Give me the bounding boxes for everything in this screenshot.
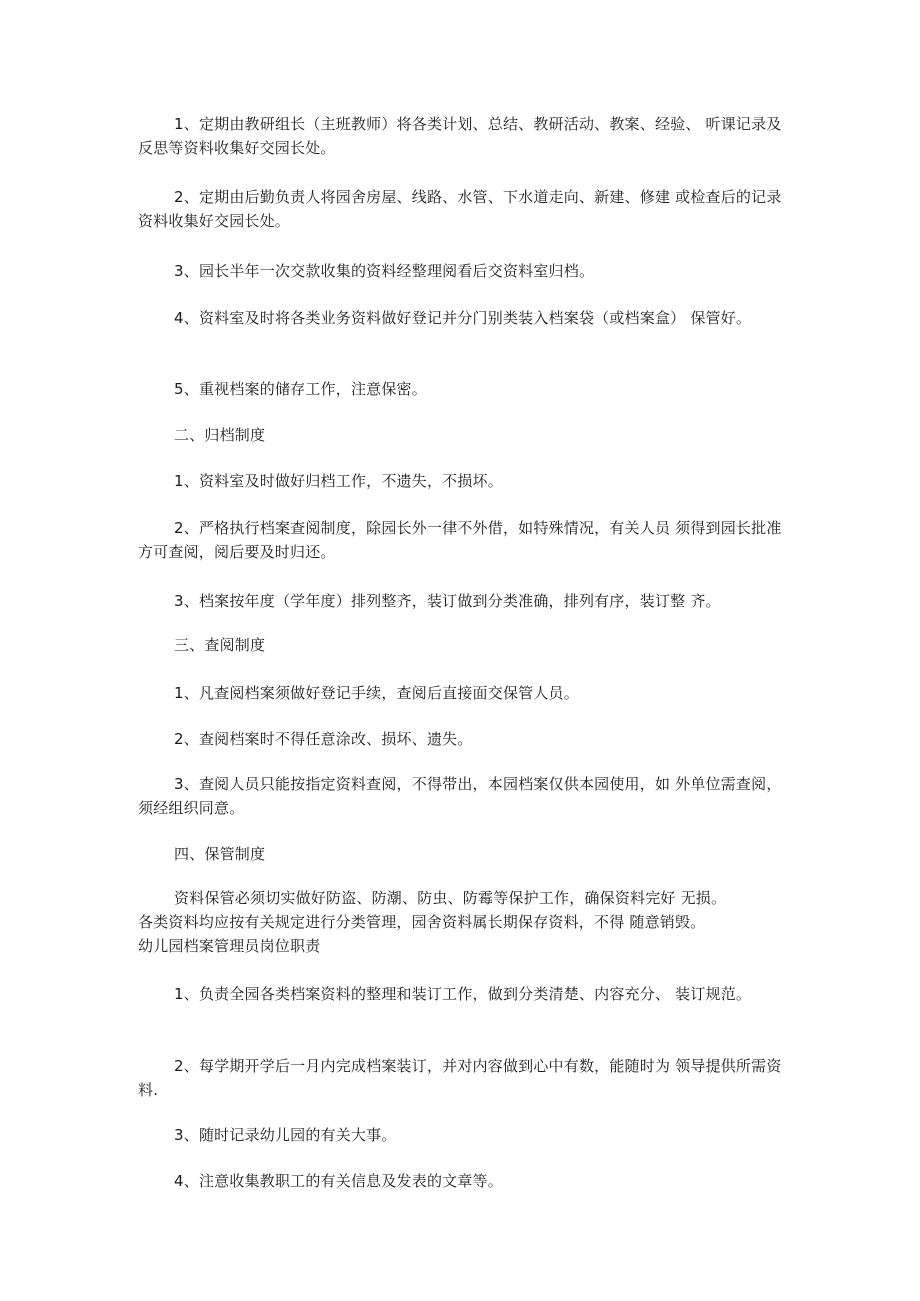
paragraph-18: 1、负责全园各类档案资料的整理和装订工作，做到分类清楚、内容充分、 装订规范。	[174, 985, 752, 1003]
paragraph-16: 各类资料均应按有关规定进行分类管理，园舍资料属长期保存资料，不得 随意销毁。	[138, 913, 706, 931]
paragraph-12: 2、查阅档案时不得任意涂改、损坏、遗失。	[174, 730, 473, 748]
paragraph-3: 3、园长半年一次交款收集的资料经整理阅看后交资料室归档。	[174, 262, 595, 280]
paragraph-11: 1、凡查阅档案须做好登记手续，查阅后直接面交保管人员。	[174, 684, 579, 702]
section-heading-archiving: 二、归档制度	[174, 426, 266, 444]
paragraph-13: 3、查阅人员只能按指定资料查阅，不得带出，本园档案仅供本园使用，如 外单位需查阅，须经组织同意。	[138, 775, 782, 817]
paragraph-21: 4、注意收集教职工的有关信息及发表的文章等。	[174, 1172, 503, 1190]
paragraph-19: 2、每学期开学后一月内完成档案装订，并对内容做到心中有数，能随时为 领导提供所需资料.	[138, 1057, 782, 1099]
paragraph-20: 3、随时记录幼儿园的有关大事。	[174, 1126, 397, 1144]
document-page	[138, 0, 788, 1301]
paragraph-2: 2、定期由后勤负责人将园舍房屋、线路、水管、下水道走向、新建、修建 或检查后的记录资料收集好交园长处。	[138, 188, 782, 230]
paragraph-1: 1、定期由教研组长（主班教师）将各类计划、总结、教研活动、教案、经验、 听课记录及反思等资料收集好交园长处。	[138, 115, 782, 157]
paragraph-8: 2、严格执行档案查阅制度，除园长外一律不外借，如特殊情况，有关人员 须得到园长批准方可查阅，阅后要及时归还。	[138, 519, 782, 561]
paragraph-5: 5、重视档案的储存工作，注意保密。	[174, 380, 427, 398]
paragraph-7: 1、资料室及时做好归档工作，不遗失，不损坏。	[174, 472, 503, 490]
paragraph-15: 资料保管必须切实做好防盗、防潮、防虫、防霉等保护工作，确保资料完好 无损。	[174, 889, 727, 907]
section-heading-access: 三、查阅制度	[174, 636, 266, 654]
section-heading-archivist-duties: 幼儿园档案管理员岗位职责	[138, 937, 321, 955]
paragraph-9: 3、档案按年度（学年度）排列整齐，装订做到分类准确，排列有序，装订整 齐。	[174, 592, 721, 610]
section-heading-custody: 四、保管制度	[174, 845, 266, 863]
paragraph-4: 4、资料室及时将各类业务资料做好登记并分门别类装入档案袋（或档案盒） 保管好。	[174, 309, 752, 327]
